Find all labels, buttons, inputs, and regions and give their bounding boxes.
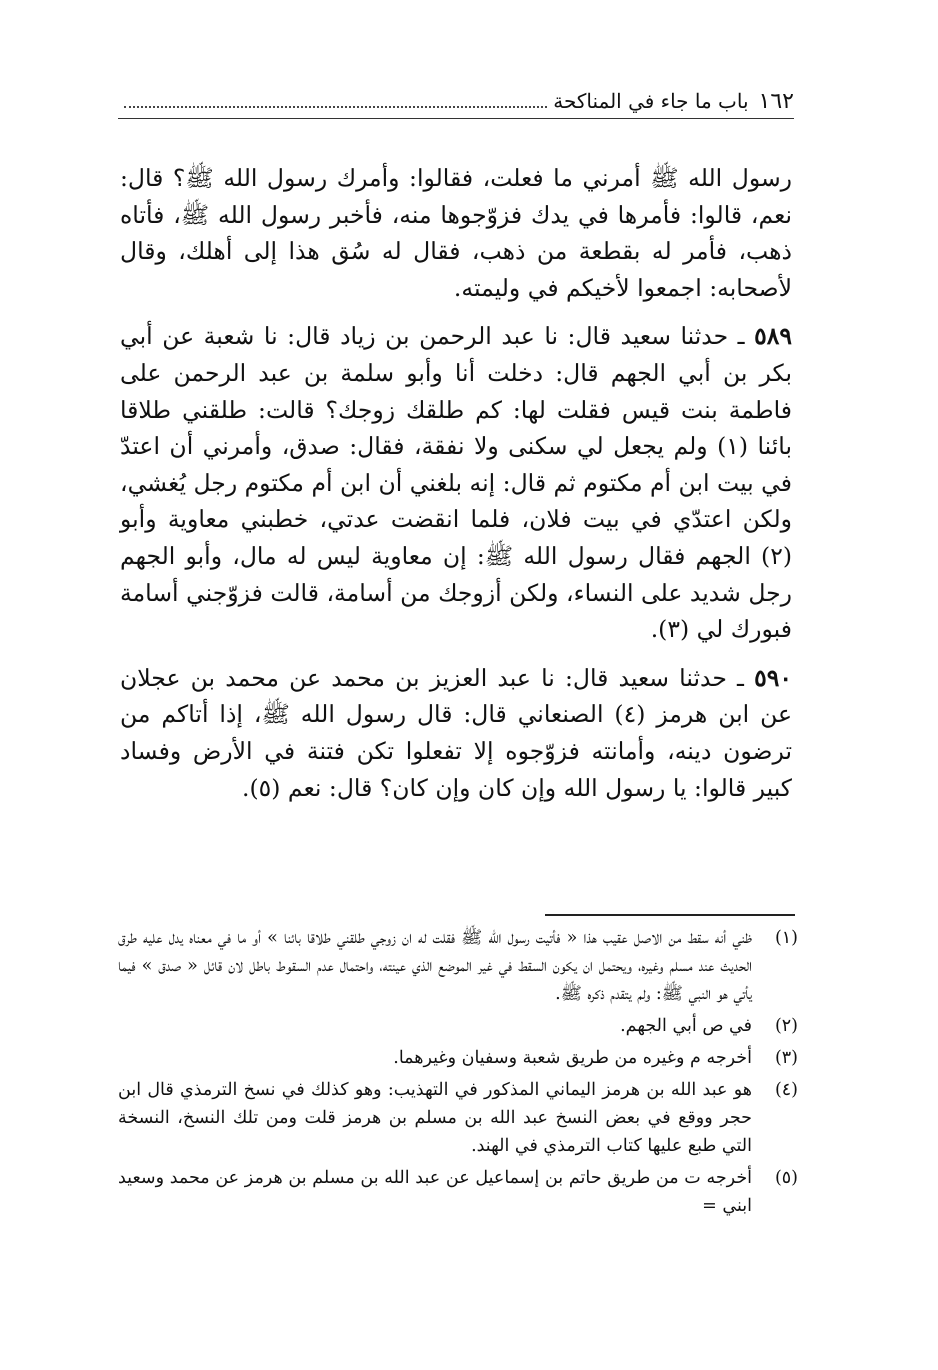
footnote-number: (٢): [774, 1016, 798, 1036]
chapter-title: باب ما جاء في المناكحة: [553, 89, 749, 113]
running-header: [118, 84, 794, 119]
paragraph-text: رسول الله ﷺ أمرني ما فعلت، فقالوا: وأمرك رسول الله ﷺ؟ قال: نعم، قالوا: فأمرها في يدك فزوّجوها منه، فأخبر رسول الله ﷺ، فأتاه ذهب، فأمر له بقطعة من ذهب، فقال له سُق هذا إلى أهلك، وقال لأصحابه: اجمعوا لأخيكم في وليمته.: [120, 164, 792, 302]
footnotes: [118, 924, 798, 1220]
footnote-1: [118, 924, 798, 1008]
footnote-number: (١): [774, 928, 798, 948]
footnote-text: ظني أنه سقط من الاصل عقيب هذا « فأتيت رسول الله ﷺ فقلت له ان زوجي طلقني طلاقا بائنا » أو ما في معناه يدل عليه طرق الحديث عند مسلم وغيره، ويحتمل ان يكون السقط في غير الموضع الذي عينته، واحتمال عدم السقوط باطل لان قائل « صدق » فيما يأتي هو النبي ﷺ: ولم يتقدم ذكره ﷺ.: [118, 928, 752, 1004]
page-number: ١٦٢: [758, 88, 794, 114]
footnote-2: [118, 1012, 798, 1040]
hadith-590: [120, 660, 792, 806]
paragraph-continuation: [120, 160, 792, 306]
paragraph-text: ـ حدثنا سعيد قال: نا عبد الرحمن بن زياد قال: نا شعبة عن أبي بكر بن أبي الجهم قال: دخلت أنا وأبو سلمة بن عبد الرحمن على فاطمة بنت قيس فقلت لها: كم طلقك زوجك؟ قالت: طلقني طلاقا بائنا (١) ولم يجعل لي سكنى ولا نفقة، فقال: صدق، وأمرني أن اعتدّ في بيت ابن أم مكتوم ثم قال: إنه بلغني أن ابن أم مكتوم رجل يُغشي، ولكن اعتدّي في بيت فلان، فلما انقضت عدتي، خطبني معاوية وأبو (٢) الجهم فقال رسول الله ﷺ: إن معاوية ليس له مال، وأبو الجهم رجل شديد على النساء، ولكن أزوجك من أسامة، قالت فزوّجني أسامة فبورك لي (٣).: [120, 322, 792, 644]
footnote-number: (٤): [774, 1080, 798, 1100]
hadith-number: ٥٨٩: [754, 322, 792, 351]
footnote-text: أخرجه ت من طريق حاتم بن إسماعيل عن عبد الله بن مسلم بن هرمز عن محمد وسعيد ابني =: [118, 1168, 752, 1216]
footnote-number: (٥): [774, 1168, 798, 1188]
hadith-589: [120, 318, 792, 647]
hadith-number: ٥٩٠: [754, 663, 792, 692]
footnote-text: هو عبد الله بن هرمز اليماني المذكور في التهذيب: وهو كذلك في نسخ الترمذي قال ابن حجر ووقع في بعض النسخ عبد الله بن مسلم بن هرمز قلت ومن تلك النسخ، النسخة التي طبع عليها كتاب الترمذي في الهند.: [118, 1080, 752, 1156]
footnote-text: في ص أبي الجهم.: [620, 1016, 752, 1036]
footnote-5: [118, 1164, 798, 1220]
header-leader-dots: [124, 94, 547, 108]
footnote-4: [118, 1076, 798, 1160]
paragraph-text: ـ حدثنا سعيد قال: نا عبد العزيز بن محمد عن محمد بن عجلان عن ابن هرمز (٤) الصنعاني قال: قال رسول الله ﷺ، إذا أتاكم من ترضون دينه، وأمانته فزوّجوه إلا تفعلوا تكن فتنة في الأرض وفساد كبير قالوا: يا رسول الله وإن كان وإن كان؟ قال: نعم (٥).: [120, 663, 792, 802]
footnote-3: [118, 1044, 798, 1072]
footnote-text: أخرجه م وغيره من طريق شعبة وسفيان وغيرهما.: [393, 1048, 752, 1068]
footnote-number: (٣): [774, 1048, 798, 1068]
footnote-separator: [545, 914, 795, 916]
main-text: [120, 160, 792, 806]
